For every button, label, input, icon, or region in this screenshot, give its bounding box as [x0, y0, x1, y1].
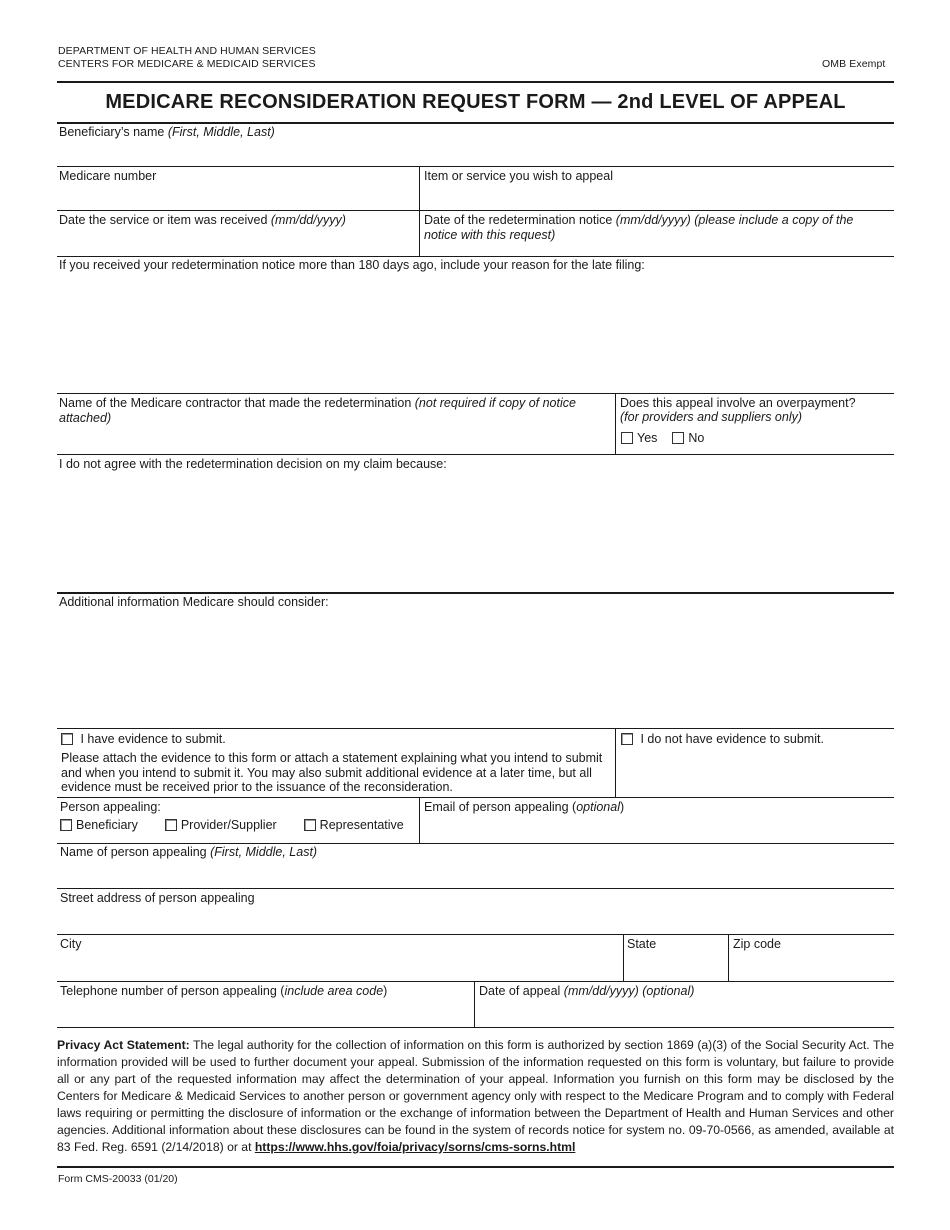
rule [57, 256, 894, 257]
contractor-name-hint: (not required if copy of notice attached) [59, 396, 576, 425]
rule [57, 797, 894, 798]
overpayment-question: Does this appeal involve an overpayment? [620, 396, 856, 410]
cms-sorns-link[interactable]: https://www.hhs.gov/foia/privacy/sorns/cms-sorns.html [254, 1140, 576, 1154]
rule [57, 1027, 894, 1028]
overpayment-no-label: No [688, 431, 705, 445]
name-appealing-label: Name of person appealing [60, 845, 211, 859]
no-evidence-option [621, 732, 824, 747]
overpayment-yes-label: Yes [637, 431, 658, 445]
have-evidence-option [61, 732, 226, 747]
redetermination-date-field[interactable] [424, 213, 884, 243]
evidence-instructions: Please attach the evidence to this form or attach a statement explaining what you intend to submit and when you intend to submit it. You may also submit additional evidence at a later time, but all evidence must be received prior to the issuance of the reconsideration. [61, 751, 603, 794]
overpayment-hint: (for providers and suppliers only) [620, 410, 803, 424]
no-evidence-label: I do not have evidence to submit. [640, 732, 824, 746]
rule [57, 592, 894, 594]
privacy-heading: Privacy Act Statement: [57, 1038, 190, 1052]
email-label: Email of person appealing ( [424, 800, 577, 814]
additional-info-field[interactable]: Additional information Medicare should consider: [59, 595, 329, 609]
rule [57, 981, 894, 982]
column-divider [419, 797, 420, 843]
rule [57, 210, 894, 211]
date-received-label: Date the service or item was received [59, 213, 271, 227]
date-received-hint: (mm/dd/yyyy) [270, 213, 346, 227]
provider-supplier-label: Provider/Supplier [180, 818, 277, 832]
contractor-name-field[interactable] [59, 396, 604, 426]
rule [57, 888, 894, 889]
representative-label: Representative [319, 818, 404, 832]
redetermination-date-hint: (mm/dd/yyyy) (please include a copy of the notice with this request) [424, 213, 854, 242]
rule [57, 843, 894, 844]
telephone-label-close: ) [383, 984, 388, 998]
rule [57, 454, 894, 455]
date-of-appeal-field[interactable] [479, 984, 694, 999]
rule [57, 393, 894, 394]
omb-status: OMB Exempt [822, 58, 886, 70]
representative-checkbox[interactable] [304, 819, 316, 831]
disagree-reason-field[interactable]: I do not agree with the redetermination decision on my claim because: [59, 457, 447, 471]
item-service-field[interactable]: Item or service you wish to appeal [424, 169, 613, 183]
street-address-field[interactable]: Street address of person appealing [60, 891, 255, 905]
overpayment-yes-checkbox[interactable] [621, 432, 633, 444]
rule [57, 934, 894, 935]
privacy-act-statement [57, 1037, 894, 1156]
state-field[interactable]: State [627, 937, 657, 951]
column-divider [474, 981, 475, 1027]
column-divider [419, 166, 420, 256]
late-filing-field[interactable]: If you received your redetermination notice more than 180 days ago, include your reason for the late filing: [59, 258, 645, 272]
beneficiary-name-field[interactable] [59, 125, 275, 140]
beneficiary-label: Beneficiary [76, 818, 138, 832]
email-hint: optional [576, 800, 620, 814]
column-divider [615, 728, 616, 798]
privacy-body: The legal authority for the collection of information on this form is authorized by section 1869 (a)(3) of the Social Security Act. The information provided will be used to further document your appeal. Submission of the information requested on this form is voluntary, but failure to provide all or any part of the requested information may affect the determination of your appeal. Information you furnish on this form may be disclosed by the Centers for Medicare & Medicaid Services to another person or government agency only with respect to the Medicare Program and to comply with Federal laws requiring or permitting the disclosure of information or the exchange of information between the Department of Health and Human Services and other agencies. Additional information about these disclosures can be found in the system of records notice for system no. 09-70-0566, as amended, available at 83 Fed. Reg. 6591 (2/14/2018) or at [57, 1038, 894, 1154]
column-divider [623, 934, 624, 981]
overpayment-options [621, 431, 704, 446]
beneficiary-checkbox[interactable] [60, 819, 72, 831]
rule [57, 166, 894, 167]
person-appealing-label: Person appealing: [60, 800, 161, 814]
footer-rule [57, 1166, 894, 1168]
telephone-field[interactable] [60, 984, 387, 999]
provider-supplier-checkbox[interactable] [165, 819, 177, 831]
form-title: MEDICARE RECONSIDERATION REQUEST FORM — 2nd LEVEL OF APPEAL [105, 91, 846, 113]
email-label-close: ) [619, 800, 625, 814]
rule [57, 728, 894, 729]
overpayment-no-checkbox[interactable] [672, 432, 684, 444]
column-divider [728, 934, 729, 981]
agency-name: CENTERS FOR MEDICARE & MEDICAID SERVICES [58, 58, 316, 70]
no-evidence-checkbox[interactable] [621, 733, 633, 745]
name-appealing-hint: (First, Middle, Last) [210, 845, 318, 859]
city-field[interactable]: City [60, 937, 82, 951]
name-appealing-field[interactable] [60, 845, 317, 860]
beneficiary-name-hint: (First, Middle, Last) [167, 125, 275, 139]
contractor-name-label: Name of the Medicare contractor that made the redetermination [59, 396, 415, 410]
telephone-label: Telephone number of person appealing ( [60, 984, 285, 998]
date-of-appeal-label: Date of appeal [479, 984, 564, 998]
department-name: DEPARTMENT OF HEALTH AND HUMAN SERVICES [58, 45, 316, 57]
date-of-appeal-hint: (mm/dd/yyyy) (optional) [563, 984, 695, 998]
zip-code-field[interactable]: Zip code [733, 937, 781, 951]
beneficiary-name-label: Beneficiary’s name [59, 125, 168, 139]
email-field[interactable] [424, 800, 624, 815]
title-top-rule [57, 81, 894, 83]
have-evidence-checkbox[interactable] [61, 733, 73, 745]
person-appealing-options [60, 818, 404, 833]
title-bottom-rule [57, 122, 894, 124]
date-received-field[interactable] [59, 213, 346, 228]
have-evidence-label: I have evidence to submit. [80, 732, 226, 746]
column-divider [615, 393, 616, 455]
telephone-hint: include area code [284, 984, 384, 998]
form-number: Form CMS-20033 (01/20) [58, 1173, 178, 1185]
redetermination-date-label: Date of the redetermination notice [424, 213, 616, 227]
medicare-number-field[interactable]: Medicare number [59, 169, 157, 183]
